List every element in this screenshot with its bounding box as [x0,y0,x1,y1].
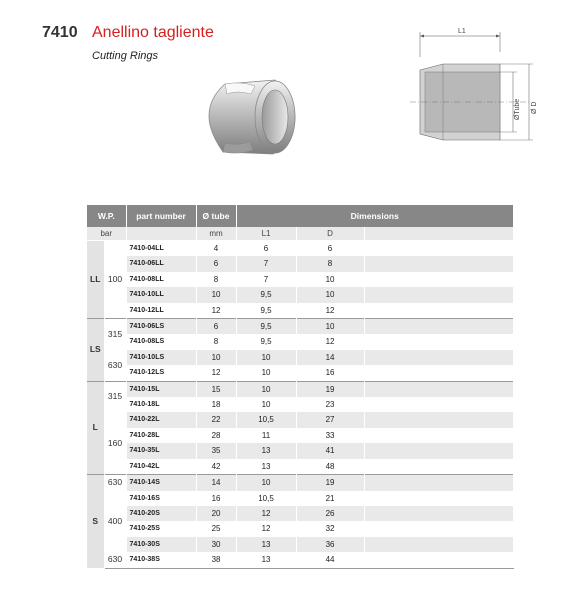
spare-cell [364,459,513,475]
spare-cell [364,303,513,319]
l1-cell: 9,5 [236,303,296,319]
d-cell: 44 [296,552,364,568]
part-number-cell: 7410-42L [126,459,196,475]
d-dimension-label: Ø D [531,101,538,114]
table-row [87,272,514,287]
product-code: 7410 [42,24,78,41]
part-number-cell: 7410-12LS [126,365,196,381]
wp-cell: 630 [104,475,126,491]
tube-cell: 25 [196,521,236,536]
part-number-cell: 7410-20S [126,506,196,521]
spare-cell [364,272,513,287]
l1-cell: 7 [236,256,296,271]
d-cell: 48 [296,459,364,475]
units-row [87,227,514,241]
tube-dimension-label: ØTube [514,98,521,120]
table-row [87,537,514,552]
cutting-ring-image [195,72,305,162]
spare-cell [364,397,513,412]
l1-cell: 12 [236,506,296,521]
l1-cell: 12 [236,521,296,536]
tube-cell: 6 [196,319,236,335]
tube-cell: 20 [196,506,236,521]
spare-cell [364,537,513,552]
table-row [87,334,514,349]
l1-cell: 13 [236,443,296,458]
part-unit-blank [126,227,196,241]
table-row [87,412,514,427]
wp-cell: 160 [104,412,126,474]
spare-cell [364,552,513,568]
part-number-cell: 7410-10LS [126,350,196,365]
tube-cell: 35 [196,443,236,458]
group-cell: S [87,475,104,568]
d-cell: 19 [296,381,364,397]
wp-cell: 630 [104,552,126,568]
table-row [87,428,514,443]
table-row [87,552,514,568]
tube-cell: 4 [196,241,236,257]
l1-cell: 13 [236,537,296,552]
part-number-cell: 7410-10LL [126,287,196,302]
tube-unit: mm [196,227,236,241]
d-cell: 26 [296,506,364,521]
spare-cell [364,443,513,458]
l1-cell: 13 [236,552,296,568]
wp-unit: bar [87,227,126,241]
wp-cell: 315 [104,381,126,412]
l1-cell: 10 [236,350,296,365]
wp-cell: 315 [104,319,126,350]
d-cell: 19 [296,475,364,491]
l1-cell: 7 [236,272,296,287]
tube-cell: 38 [196,552,236,568]
spare-cell [364,241,513,257]
tube-cell: 28 [196,428,236,443]
group-cell: LL [87,241,104,319]
tube-cell: 10 [196,350,236,365]
table-row [87,256,514,271]
tube-cell: 42 [196,459,236,475]
spare-unit [364,227,513,241]
d-cell: 27 [296,412,364,427]
wp-cell: 400 [104,491,126,553]
table-row [87,350,514,365]
spare-cell [364,475,513,491]
part-number-cell: 7410-04LL [126,241,196,257]
spare-cell [364,365,513,381]
part-number-cell: 7410-08LS [126,334,196,349]
l1-unit: L1 [236,227,296,241]
technical-drawing [405,22,545,157]
wp-header: W.P. [87,205,126,227]
d-cell: 10 [296,272,364,287]
l1-dimension-label: L1 [458,28,466,35]
part-number-cell: 7410-12LL [126,303,196,319]
l1-cell: 9,5 [236,319,296,335]
wp-cell: 630 [104,350,126,381]
table-row [87,521,514,536]
group-cell: L [87,381,104,474]
dimensions-header: Dimensions [236,205,513,227]
d-cell: 12 [296,303,364,319]
tube-cell: 12 [196,365,236,381]
d-cell: 16 [296,365,364,381]
l1-cell: 9,5 [236,287,296,302]
product-subtitle: Cutting Rings [92,50,159,62]
table-row [87,397,514,412]
spare-cell [364,256,513,271]
d-cell: 8 [296,256,364,271]
table-row [87,303,514,319]
l1-cell: 10 [236,381,296,397]
l1-cell: 11 [236,428,296,443]
tube-header: Ø tube [196,205,236,227]
part-number-cell: 7410-25S [126,521,196,536]
d-cell: 12 [296,334,364,349]
table-row [87,365,514,381]
tube-cell: 10 [196,287,236,302]
part-number-header: part number [126,205,196,227]
part-number-cell: 7410-06LS [126,319,196,335]
l1-cell: 10,5 [236,412,296,427]
d-cell: 6 [296,241,364,257]
tube-cell: 15 [196,381,236,397]
table-row [87,491,514,506]
d-cell: 14 [296,350,364,365]
part-number-cell: 7410-35L [126,443,196,458]
d-cell: 21 [296,491,364,506]
part-number-cell: 7410-38S [126,552,196,568]
d-cell: 32 [296,521,364,536]
dimensions-table [87,205,514,569]
spare-cell [364,350,513,365]
spare-cell [364,506,513,521]
table-row [87,459,514,475]
d-cell: 10 [296,287,364,302]
tube-cell: 6 [196,256,236,271]
part-number-cell: 7410-22L [126,412,196,427]
spare-cell [364,521,513,536]
d-cell: 33 [296,428,364,443]
l1-cell: 9,5 [236,334,296,349]
part-number-cell: 7410-28L [126,428,196,443]
table-row [87,241,514,257]
group-cell: LS [87,319,104,382]
part-number-cell: 7410-14S [126,475,196,491]
d-cell: 36 [296,537,364,552]
part-number-cell: 7410-30S [126,537,196,552]
tube-cell: 30 [196,537,236,552]
tube-cell: 14 [196,475,236,491]
part-number-cell: 7410-15L [126,381,196,397]
table-header-row [87,205,514,227]
table-row [87,475,514,491]
spare-cell [364,287,513,302]
tube-cell: 22 [196,412,236,427]
table-row [87,443,514,458]
spare-cell [364,491,513,506]
l1-cell: 13 [236,459,296,475]
spare-cell [364,381,513,397]
spare-cell [364,334,513,349]
l1-cell: 10,5 [236,491,296,506]
spare-cell [364,412,513,427]
part-number-cell: 7410-08LL [126,272,196,287]
table-row [87,381,514,397]
tube-cell: 8 [196,334,236,349]
wp-cell: 100 [104,241,126,319]
spare-cell [364,319,513,335]
part-number-cell: 7410-06LL [126,256,196,271]
d-cell: 41 [296,443,364,458]
d-unit: D [296,227,364,241]
d-cell: 10 [296,319,364,335]
l1-cell: 10 [236,475,296,491]
part-number-cell: 7410-18L [126,397,196,412]
part-number-cell: 7410-16S [126,491,196,506]
l1-cell: 10 [236,397,296,412]
table-row [87,287,514,302]
d-cell: 23 [296,397,364,412]
tube-cell: 8 [196,272,236,287]
product-title: Anellino tagliente [92,24,214,41]
tube-cell: 18 [196,397,236,412]
tube-cell: 12 [196,303,236,319]
spare-cell [364,428,513,443]
table-row [87,319,514,335]
tube-cell: 16 [196,491,236,506]
table-row [87,506,514,521]
l1-cell: 6 [236,241,296,257]
l1-cell: 10 [236,365,296,381]
